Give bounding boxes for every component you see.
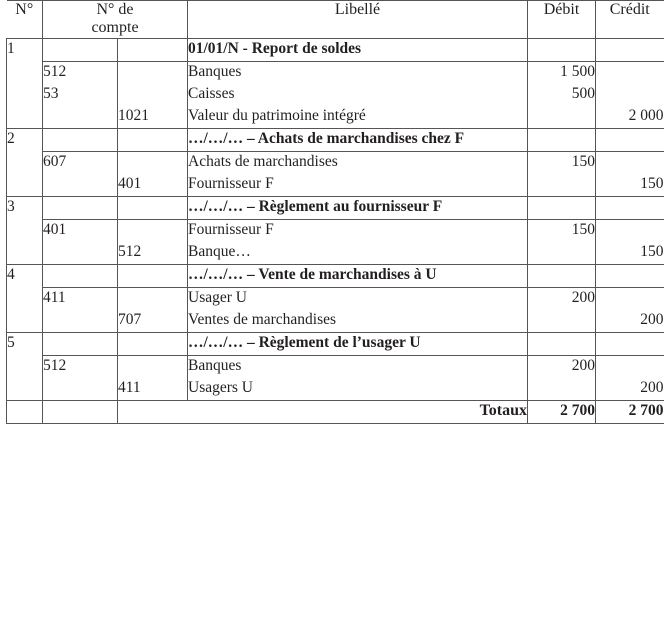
amount-debit [528, 264, 596, 287]
amount-credit: 150 [596, 174, 664, 197]
account-credit [118, 151, 188, 174]
account-debit [43, 106, 118, 129]
totals-spacer-num [7, 400, 43, 423]
line-libelle: Usagers U [188, 378, 528, 401]
account-debit [43, 332, 118, 355]
entry-caption: 01/01/N - Report de soldes [188, 38, 528, 61]
entry-number: 5 [7, 332, 43, 400]
journal-entry-row [7, 332, 664, 355]
totals-row [7, 400, 664, 423]
line-libelle: Valeur du patrimoine intégré [188, 106, 528, 129]
journal-line-row [7, 151, 664, 174]
line-libelle: Caisses [188, 84, 528, 106]
account-credit [118, 128, 188, 151]
amount-debit [528, 310, 596, 333]
journal-entry-row [7, 38, 664, 61]
journal-line-row [7, 174, 664, 197]
account-credit [118, 84, 188, 106]
account-debit [43, 174, 118, 197]
amount-debit [528, 196, 596, 219]
entry-number: 4 [7, 264, 43, 332]
account-credit [118, 61, 188, 84]
account-credit: 512 [118, 242, 188, 265]
account-credit: 401 [118, 174, 188, 197]
line-libelle: Banque… [188, 242, 528, 265]
amount-debit [528, 174, 596, 197]
amount-debit [528, 378, 596, 401]
amount-credit [596, 355, 664, 378]
account-credit [118, 355, 188, 378]
account-debit [43, 128, 118, 151]
journal-entry-row [7, 196, 664, 219]
header-num: N° [7, 1, 43, 39]
account-debit [43, 264, 118, 287]
entry-caption: …/…/… – Vente de marchandises à U [188, 264, 528, 287]
header-debit: Débit [528, 1, 596, 39]
amount-debit [528, 128, 596, 151]
table-header [7, 1, 664, 39]
line-libelle: Achats de marchandises [188, 151, 528, 174]
totals-debit: 2 700 [528, 400, 596, 423]
header-libelle: Libellé [188, 1, 528, 39]
line-libelle: Fournisseur F [188, 174, 528, 197]
amount-debit: 150 [528, 219, 596, 242]
account-debit [43, 378, 118, 401]
amount-credit [596, 264, 664, 287]
entry-caption: …/…/… – Achats de marchandises chez F [188, 128, 528, 151]
amount-credit [596, 151, 664, 174]
account-debit: 53 [43, 84, 118, 106]
journal-line-row [7, 310, 664, 333]
amount-debit: 200 [528, 355, 596, 378]
account-debit: 411 [43, 287, 118, 310]
account-debit: 401 [43, 219, 118, 242]
journal-entry-row [7, 128, 664, 151]
amount-credit [596, 196, 664, 219]
header-compte-line1: N° de [96, 1, 134, 18]
journal-table [6, 0, 664, 424]
journal-line-row [7, 378, 664, 401]
account-credit [118, 287, 188, 310]
journal-line-row [7, 84, 664, 106]
entry-caption: …/…/… – Règlement de l’usager U [188, 332, 528, 355]
header-row [7, 1, 664, 39]
account-credit [118, 38, 188, 61]
account-credit: 1021 [118, 106, 188, 129]
account-debit: 512 [43, 61, 118, 84]
header-compte-line2: compte [91, 19, 139, 37]
journal-line-row [7, 242, 664, 265]
header-compte [43, 1, 188, 39]
account-credit [118, 264, 188, 287]
account-credit [118, 332, 188, 355]
line-libelle: Ventes de marchandises [188, 310, 528, 333]
amount-debit: 200 [528, 287, 596, 310]
journal-line-row [7, 61, 664, 84]
totals-label: Totaux [118, 400, 528, 423]
amount-credit: 200 [596, 310, 664, 333]
line-libelle: Usager U [188, 287, 528, 310]
amount-credit: 2 000 [596, 106, 664, 129]
amount-debit [528, 332, 596, 355]
table-body [7, 38, 664, 423]
amount-credit [596, 332, 664, 355]
line-libelle: Banques [188, 355, 528, 378]
totals-spacer-acc1 [43, 400, 118, 423]
account-debit: 607 [43, 151, 118, 174]
line-libelle: Fournisseur F [188, 219, 528, 242]
entry-caption: …/…/… – Règlement au fournisseur F [188, 196, 528, 219]
amount-debit: 500 [528, 84, 596, 106]
account-debit: 512 [43, 355, 118, 378]
line-libelle: Banques [188, 61, 528, 84]
totals-credit: 2 700 [596, 400, 664, 423]
account-debit [43, 310, 118, 333]
account-credit [118, 219, 188, 242]
journal-line-row [7, 287, 664, 310]
journal-line-row [7, 219, 664, 242]
amount-credit [596, 128, 664, 151]
amount-debit [528, 106, 596, 129]
amount-debit: 1 500 [528, 61, 596, 84]
amount-debit [528, 38, 596, 61]
amount-debit [528, 242, 596, 265]
amount-credit [596, 287, 664, 310]
amount-credit: 200 [596, 378, 664, 401]
account-debit [43, 196, 118, 219]
entry-number: 3 [7, 196, 43, 264]
amount-credit [596, 61, 664, 84]
journal-line-row [7, 106, 664, 129]
journal-line-row [7, 355, 664, 378]
entry-number: 1 [7, 38, 43, 128]
amount-debit: 150 [528, 151, 596, 174]
account-credit [118, 196, 188, 219]
amount-credit [596, 38, 664, 61]
entry-number: 2 [7, 128, 43, 196]
amount-credit [596, 219, 664, 242]
amount-credit [596, 84, 664, 106]
header-credit: Crédit [596, 1, 664, 39]
journal-entry-row [7, 264, 664, 287]
account-debit [43, 242, 118, 265]
amount-credit: 150 [596, 242, 664, 265]
account-debit [43, 38, 118, 61]
account-credit: 707 [118, 310, 188, 333]
account-credit: 411 [118, 378, 188, 401]
